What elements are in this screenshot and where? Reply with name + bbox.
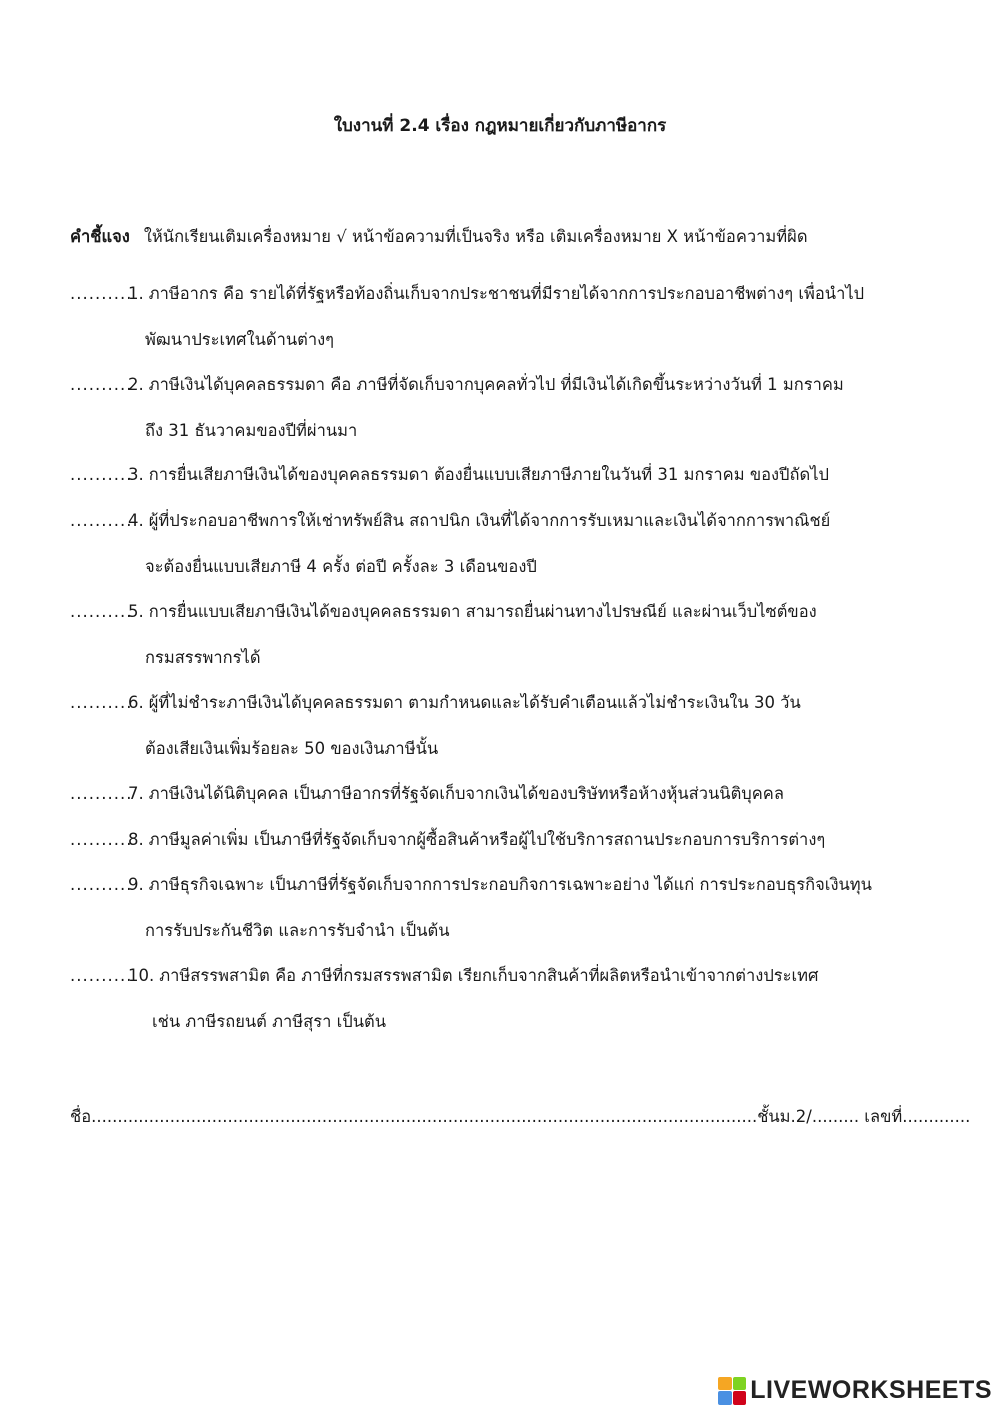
question-number: 4. xyxy=(128,511,144,530)
answer-blank[interactable]: .......... xyxy=(70,465,133,484)
question-2 xyxy=(70,372,844,440)
answer-blank[interactable]: .......... xyxy=(70,511,133,530)
question-text: การยื่นเสียภาษีเงินได้ของบุคคลธรรมดา ต้องยื่นแบบเสียภาษีภายในวันที่ 31 มกราคม ของปีถัดไป xyxy=(148,465,830,484)
question-text: ภาษีอากร คือ รายได้ที่รัฐหรือท้องถิ่นเก็บจากประชาชนที่มีรายได้จากการประกอบอาชีพต่างๆ เพื่อนำไป xyxy=(148,284,865,303)
question-5 xyxy=(70,599,817,667)
question-text-continued: ต้องเสียเงินเพิ่มร้อยละ 50 ของเงินภาษีนั้น xyxy=(145,739,439,758)
question-text: ภาษีธุรกิจเฉพาะ เป็นภาษีที่รัฐจัดเก็บจากการประกอบกิจการเฉพาะอย่าง ได้แก่ การประกอบธุรกิจเงินทุน xyxy=(148,875,872,894)
question-1 xyxy=(70,281,865,349)
question-text-continued: พัฒนาประเทศในด้านต่างๆ xyxy=(145,330,335,349)
question-10 xyxy=(70,963,819,1031)
answer-blank[interactable]: .......... xyxy=(70,375,133,394)
answer-blank[interactable]: .......... xyxy=(70,693,133,712)
question-4 xyxy=(70,508,831,576)
instruction xyxy=(70,224,808,250)
question-number: 10. xyxy=(128,966,155,985)
question-7 xyxy=(70,781,784,807)
question-number: 5. xyxy=(128,602,144,621)
question-number: 1. xyxy=(128,284,144,303)
question-number: 7. xyxy=(128,784,144,803)
question-text-continued: เช่น ภาษีรถยนต์ ภาษีสุรา เป็นต้น xyxy=(152,1012,386,1031)
question-text-continued: การรับประกันชีวิต และการรับจำนำ เป็นต้น xyxy=(145,921,450,940)
answer-blank[interactable]: .......... xyxy=(70,875,133,894)
question-number: 3. xyxy=(128,465,144,484)
question-3 xyxy=(70,462,829,488)
question-8 xyxy=(70,827,825,853)
question-text: ภาษีสรรพสามิต คือ ภาษีที่กรมสรรพสามิต เรียกเก็บจากสินค้าที่ผลิตหรือนำเข้าจากต่างประเทศ xyxy=(159,966,819,985)
student-info-line: ชื่อ...............................................................................................................................ชั้นม.2/......... เลขที่............. xyxy=(70,1107,971,1126)
question-6 xyxy=(70,690,801,758)
instruction-label: คำชี้แจง xyxy=(70,227,130,246)
question-text: ภาษีเงินได้นิติบุคคล เป็นภาษีอากรที่รัฐจัดเก็บจากเงินได้ของบริษัทหรือห้างหุ้นส่วนนิติบุคคล xyxy=(148,784,784,803)
answer-blank[interactable]: .......... xyxy=(70,784,133,803)
question-number: 9. xyxy=(128,875,144,894)
question-text: ภาษีเงินได้บุคคลธรรมดา คือ ภาษีที่จัดเก็บจากบุคคลทั่วไป ที่มีเงินได้เกิดขึ้นระหว่างวันที่ 1 มกราคม xyxy=(148,375,844,394)
worksheet-title: ใบงานที่ 2.4 เรื่อง กฎหมายเกี่ยวกับภาษีอากร xyxy=(333,116,667,136)
question-number: 8. xyxy=(128,830,144,849)
question-9 xyxy=(70,872,872,940)
question-text: ผู้ที่ประกอบอาชีพการให้เช่าทรัพย์สิน สถาปนิก เงินที่ได้จากการรับเหมาและเงินได้จากการพาณิชย์ xyxy=(148,511,831,530)
question-text-continued: ถึง 31 ธันวาคมของปีที่ผ่านมา xyxy=(145,421,358,440)
question-text: การยื่นแบบเสียภาษีเงินได้ของบุคคลธรรมดา สามารถยื่นผ่านทางไปรษณีย์ และผ่านเว็บไซต์ของ xyxy=(148,602,817,621)
liveworksheets-logo-icon xyxy=(718,1377,746,1405)
answer-blank[interactable]: .......... xyxy=(70,602,133,621)
question-number: 6. xyxy=(128,693,144,712)
liveworksheets-brand xyxy=(718,1376,992,1405)
brand-name: LIVEWORKSHEETS xyxy=(750,1376,992,1404)
question-text: ภาษีมูลค่าเพิ่ม เป็นภาษีที่รัฐจัดเก็บจากผู้ซื้อสินค้าหรือผู้ไปใช้บริการสถานประกอบการบริการต่างๆ xyxy=(148,830,826,849)
question-text-continued: จะต้องยื่นแบบเสียภาษี 4 ครั้ง ต่อปี ครั้งละ 3 เดือนของปี xyxy=(145,557,537,576)
question-text-continued: กรมสรรพากรได้ xyxy=(145,648,261,667)
instruction-text: ให้นักเรียนเติมเครื่องหมาย √ หน้าข้อความที่เป็นจริง หรือ เติมเครื่องหมาย X หน้าข้อความที่ผิด xyxy=(143,227,808,246)
question-text: ผู้ที่ไม่ชำระภาษีเงินได้บุคคลธรรมดา ตามกำหนดและได้รับคำเตือนแล้วไม่ชำระเงินใน 30 วัน xyxy=(148,693,801,712)
answer-blank[interactable]: .......... xyxy=(70,966,133,985)
answer-blank[interactable]: .......... xyxy=(70,284,133,303)
question-number: 2. xyxy=(128,375,144,394)
answer-blank[interactable]: .......... xyxy=(70,830,133,849)
